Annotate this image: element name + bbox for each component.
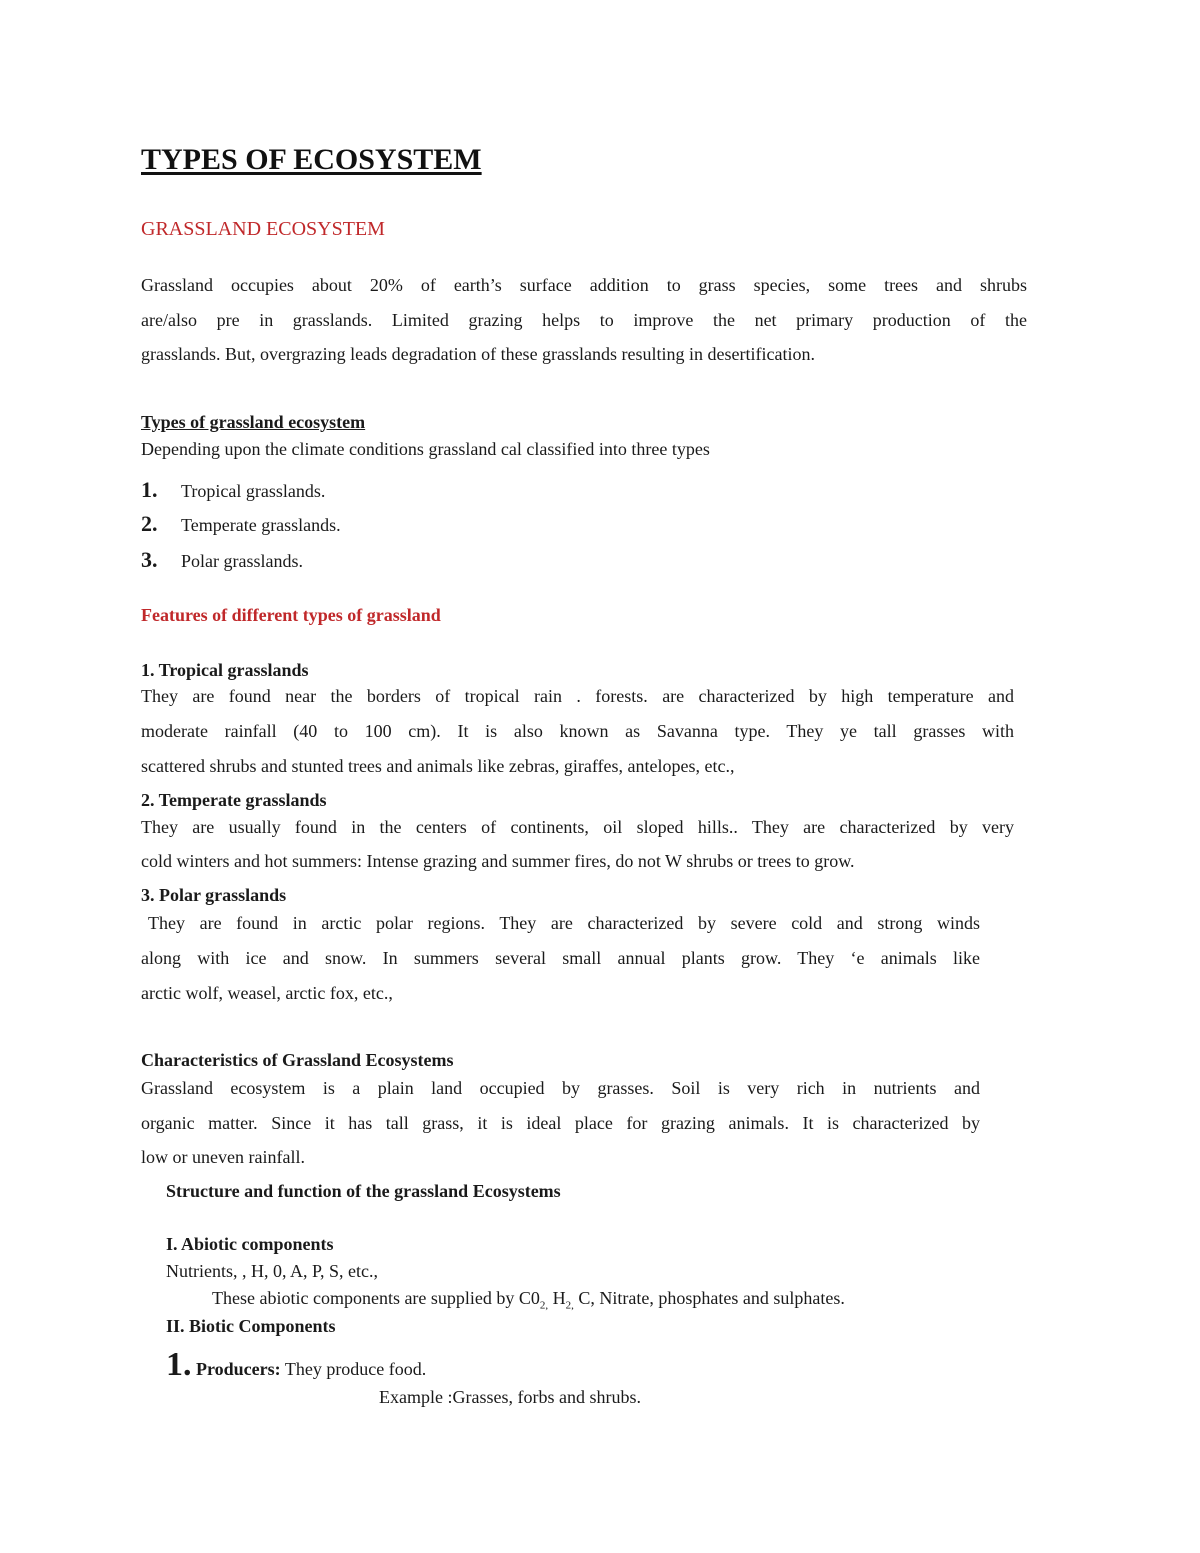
structure-heading: Structure and function of the grassland Ecosystems bbox=[166, 1181, 561, 1201]
list-label: Temperate grasslands. bbox=[181, 515, 341, 535]
characteristics-line-1: Grassland ecosystem is a plain land occupied by grasses. Soil is very rich in nutrients and bbox=[141, 1078, 980, 1098]
list-label: Tropical grasslands. bbox=[181, 481, 326, 501]
page-title: TYPES OF ECOSYSTEM bbox=[141, 143, 482, 176]
polar-line-2: along with ice and snow. In summers several small annual plants grow. They ‘e animals like bbox=[141, 948, 980, 968]
characteristics-line-2: organic matter. Since it has tall grass, it is ideal place for grazing animals. It is characterized by bbox=[141, 1113, 980, 1133]
polar-line-3: arctic wolf, weasel, arctic fox, etc., bbox=[141, 983, 393, 1003]
polar-heading: 3. Polar grasslands bbox=[141, 885, 287, 905]
list-item bbox=[141, 477, 325, 503]
producers-example: Example :Grasses, forbs and shrubs. bbox=[379, 1387, 641, 1407]
producers-label: Producers: bbox=[196, 1359, 281, 1379]
producers-number: 1. bbox=[166, 1346, 192, 1383]
list-label: Polar grasslands. bbox=[181, 551, 303, 571]
producers-line bbox=[166, 1346, 426, 1384]
temperate-line-1: They are usually found in the centers of continents, oil sloped hills.. They are characterized by very bbox=[141, 817, 1014, 837]
tropical-line-1: They are found near the borders of tropical rain . forests. are characterized by high temperature and bbox=[141, 686, 1014, 706]
tropical-line-2: moderate rainfall (40 to 100 cm). It is also known as Savanna type. They ye tall grasses with bbox=[141, 721, 1014, 741]
list-number: 2. bbox=[141, 511, 158, 536]
abiotic-supplied-mid: H bbox=[548, 1288, 566, 1308]
biotic-heading: II. Biotic Components bbox=[166, 1316, 336, 1336]
list-item bbox=[141, 511, 341, 537]
abiotic-supplied bbox=[212, 1288, 845, 1312]
h2-subscript: 2, bbox=[565, 1299, 574, 1312]
polar-line-1: They are found in arctic polar regions. They are characterized by severe cold and strong winds bbox=[148, 913, 980, 933]
temperate-heading: 2. Temperate grasslands bbox=[141, 790, 327, 810]
tropical-line-3: scattered shrubs and stunted trees and animals like zebras, giraffes, antelopes, etc., bbox=[141, 756, 735, 776]
abiotic-supplied-post: C, Nitrate, phosphates and sulphates. bbox=[573, 1288, 845, 1308]
types-lead: Depending upon the climate conditions grassland cal classified into three types bbox=[141, 439, 710, 459]
co2-subscript: 2, bbox=[539, 1299, 549, 1312]
temperate-line-2: cold winters and hot summers: Intense grazing and summer fires, do not W shrubs or trees to grow. bbox=[141, 851, 855, 871]
tropical-heading: 1. Tropical grasslands bbox=[141, 660, 309, 680]
intro-line-1: Grassland occupies about 20% of earth’s surface addition to grass species, some trees and shrubs bbox=[141, 275, 1027, 295]
characteristics-line-3: low or uneven rainfall. bbox=[141, 1147, 305, 1167]
abiotic-heading: I. Abiotic components bbox=[166, 1234, 334, 1254]
features-heading: Features of different types of grassland bbox=[141, 605, 441, 625]
list-number: 1. bbox=[141, 477, 158, 502]
producers-text: They produce food. bbox=[280, 1359, 427, 1379]
abiotic-nutrients: Nutrients, , H, 0, A, P, S, etc., bbox=[166, 1261, 379, 1281]
types-heading: Types of grassland ecosystem bbox=[141, 412, 366, 432]
characteristics-heading: Characteristics of Grassland Ecosystems bbox=[141, 1050, 454, 1070]
list-number: 3. bbox=[141, 547, 158, 572]
abiotic-supplied-pre: These abiotic components are supplied by C0 bbox=[212, 1288, 540, 1308]
list-item bbox=[141, 547, 303, 573]
intro-line-3: grasslands. But, overgrazing leads degradation of these grasslands resulting in desertification. bbox=[141, 344, 815, 364]
intro-line-2: are/also pre in grasslands. Limited grazing helps to improve the net primary production of the bbox=[141, 310, 1027, 330]
section-heading-grassland: GRASSLAND ECOSYSTEM bbox=[141, 218, 385, 240]
